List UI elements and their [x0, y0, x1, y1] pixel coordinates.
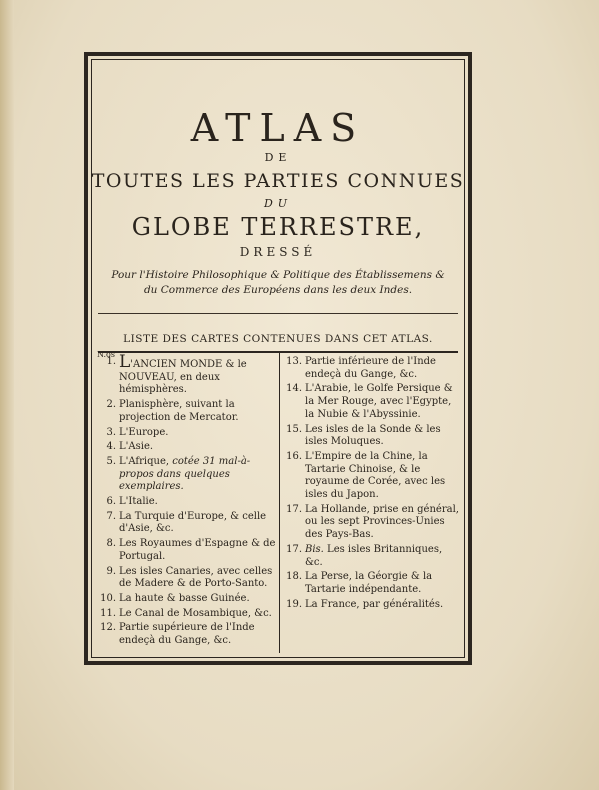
- entry-main-text: Le Canal de Mosambique, &c.: [119, 607, 272, 619]
- entry-main-text: 'ANCIEN MONDE & le NOUVEAU, en deux hémisphères.: [119, 359, 247, 396]
- entry-main-text: L'Afrique,: [119, 455, 170, 467]
- entry-main-text: Partie inférieure de l'Inde endeçà du Gange, &c.: [305, 356, 436, 380]
- number-mark: N.os: [97, 350, 115, 359]
- entry-text: [119, 608, 276, 621]
- map-entry: [284, 599, 460, 612]
- entry-number: 12.: [100, 622, 116, 634]
- map-entry: [98, 427, 276, 440]
- map-entry: [284, 424, 460, 449]
- entry-text: [119, 352, 276, 397]
- entry-text: [305, 599, 460, 612]
- entry-text: [119, 566, 276, 591]
- map-entry: [98, 566, 276, 591]
- entry-number: 7.: [106, 510, 116, 522]
- map-entry: [284, 451, 460, 502]
- title-atlas: ATLAS: [190, 106, 366, 150]
- map-entry: [284, 356, 460, 381]
- entry-number: 14.: [286, 383, 302, 395]
- divider: [98, 313, 458, 314]
- entry-italic-prefix: Bis.: [305, 543, 328, 555]
- entry-main-text: Les isles de la Sonde & les isles Moluques.: [305, 423, 441, 448]
- entry-number: 4.: [106, 441, 116, 453]
- entry-main-text: L'Europe.: [119, 426, 169, 438]
- entry-number: 19.: [286, 598, 302, 610]
- entry-main-text: La Perse, la Géorgie & la Tartarie indépendante.: [305, 571, 433, 595]
- map-entry: [98, 456, 276, 494]
- entry-main-text: Les Royaumes d'Espagne & de Portugal.: [119, 538, 276, 562]
- map-entry: [284, 383, 460, 421]
- map-entry: [284, 504, 460, 542]
- entry-text: [305, 383, 460, 421]
- entry-text: [305, 451, 460, 502]
- entry-initial: L: [119, 352, 131, 372]
- entry-main-text: La haute & basse Guinée.: [119, 592, 250, 604]
- entry-text: [119, 441, 276, 454]
- map-entry: [98, 399, 276, 424]
- entry-text: [119, 538, 276, 563]
- entry-text: [119, 622, 276, 647]
- map-entry: [98, 622, 276, 647]
- title-line-parties: TOUTES LES PARTIES CONNUES: [91, 170, 465, 192]
- entry-main-text: L'Arabie, le Golfe Persique & la Mer Rouge, avec l'Egypte, la Nubie & l'Abyssinie.: [305, 383, 453, 420]
- entry-text: [305, 356, 460, 381]
- entry-text: [119, 593, 276, 606]
- entry-number: 17.: [286, 543, 302, 555]
- entry-number: 17.: [286, 503, 302, 515]
- entry-text: [119, 456, 276, 494]
- entry-number: 11.: [100, 607, 116, 619]
- map-entry: [284, 571, 460, 596]
- entry-number: 15.: [286, 423, 302, 435]
- map-entry: [98, 511, 276, 536]
- entry-text: [119, 496, 276, 509]
- entry-number: 2.: [106, 399, 116, 411]
- entry-italic-note: cotée 31 mal-à-propos dans quelques exemplaires.: [119, 455, 251, 493]
- entry-text: [305, 504, 460, 542]
- page-edge: [0, 0, 14, 790]
- entry-number: 10.: [100, 592, 116, 604]
- map-entry: [98, 496, 276, 509]
- entry-main-text: Les isles Canaries, avec celles de Madere & de Porto-Santo.: [119, 565, 273, 590]
- entry-main-text: Les isles Britanniques, &c.: [305, 543, 443, 568]
- map-entry: [284, 544, 460, 569]
- entry-main-text: L'Italie.: [119, 496, 158, 508]
- entry-main-text: Partie supérieure de l'Inde endeçà du Gange, &c.: [119, 622, 255, 647]
- right-column: [284, 356, 460, 613]
- title-de: DE: [264, 151, 292, 164]
- entry-main-text: La France, par généralités.: [305, 598, 444, 610]
- entry-number: 13.: [286, 356, 302, 367]
- entry-text: [305, 544, 460, 569]
- map-entry: [98, 593, 276, 606]
- entry-number: 18.: [286, 571, 302, 583]
- entry-number: 8.: [106, 538, 116, 550]
- entry-text: [305, 571, 460, 596]
- map-entry: [98, 538, 276, 563]
- map-entry: [98, 608, 276, 621]
- entry-number: 16.: [286, 450, 302, 462]
- entry-text: [119, 511, 276, 536]
- list-rule: [98, 351, 458, 353]
- entry-number: 9.: [106, 565, 116, 577]
- entry-main-text: L'Empire de la Chine, la Tartarie Chinoise, & le royaume de Corée, avec les isles du Japon.: [305, 450, 446, 501]
- entry-main-text: La Turquie d'Europe, & celle d'Asie, &c.: [119, 510, 267, 535]
- subtitle: Pour l'Histoire Philosophique & Politique des Établissemens & du Commerce des Européens dans les deux Indes.: [111, 269, 445, 296]
- entry-number: 6.: [106, 496, 116, 508]
- list-heading: LISTE DES CARTES CONTENUES DANS CET ATLAS.: [123, 333, 433, 345]
- title-du: DU: [263, 197, 293, 210]
- entry-main-text: La Hollande, prise en général, ou les sept Provinces-Unies des Pays-Bas.: [305, 503, 459, 541]
- map-entry: [98, 441, 276, 454]
- entry-main-text: L'Asie.: [119, 441, 154, 453]
- entry-number: 1.: [106, 356, 116, 367]
- entry-text: [119, 399, 276, 424]
- entry-number: 3.: [106, 426, 116, 438]
- title-line-globe: GLOBE TERRESTRE,: [131, 213, 425, 241]
- title-dresse: DRESSÉ: [239, 245, 317, 259]
- entry-main-text: Planisphère, suivant la projection de Mercator.: [119, 399, 239, 423]
- entry-text: [305, 424, 460, 449]
- entry-text: [119, 427, 276, 440]
- column-divider: [279, 353, 280, 653]
- entry-number: 5.: [106, 455, 116, 467]
